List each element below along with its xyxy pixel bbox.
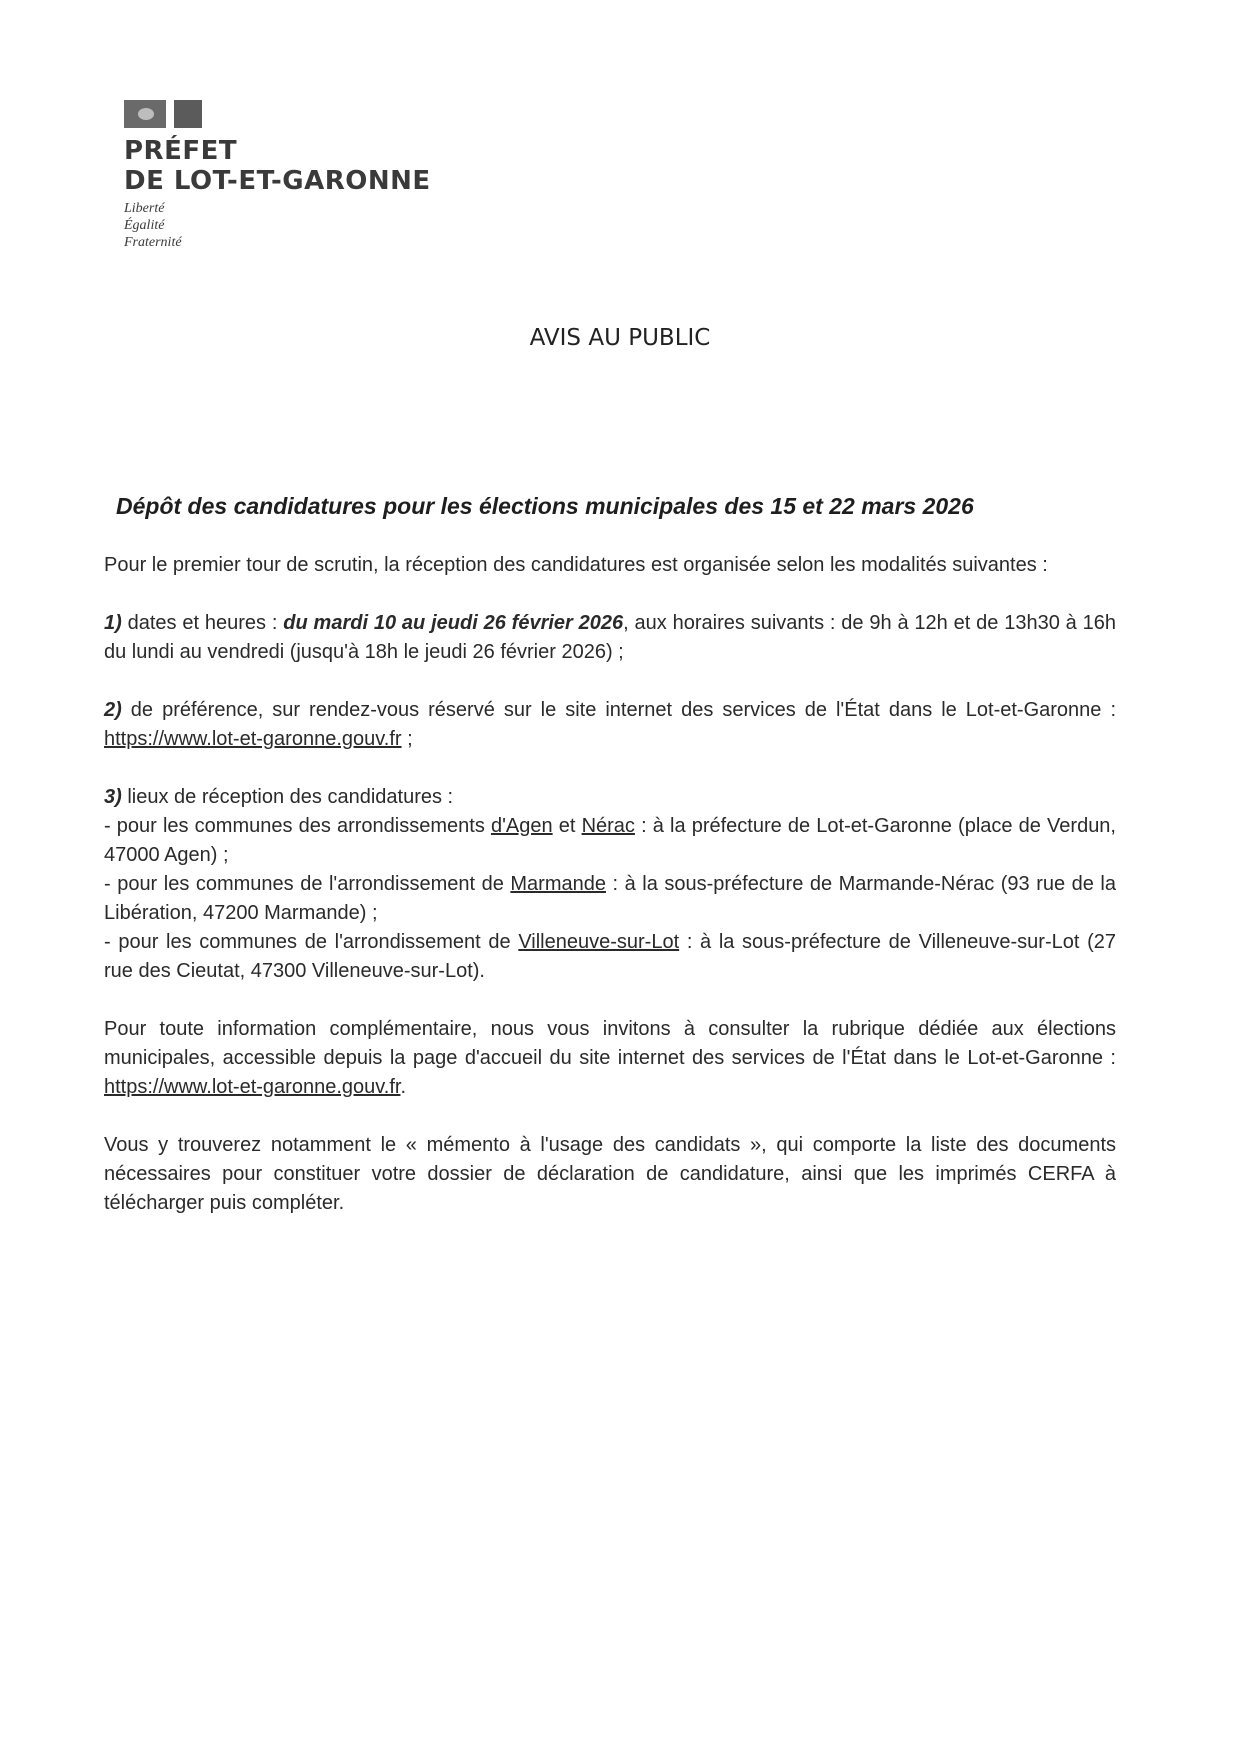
place-nerac: Nérac — [581, 815, 635, 837]
item-1-prefix: dates et heures : — [121, 612, 284, 634]
info-paragraph — [104, 1015, 1116, 1102]
item-3-number: 3) — [104, 786, 122, 808]
place-villeneuve: Villeneuve-sur-Lot — [518, 931, 680, 953]
marianne-logo-right — [174, 100, 202, 128]
location-agen-nerac — [104, 812, 1116, 870]
location-address: : à la sous-préfecture de Villeneuve-sur-Lot (27 rue des Cieutat, 47300 Villeneuve-sur-Lot). — [104, 931, 1116, 982]
item-1-number: 1) — [104, 612, 122, 634]
location-marmande — [104, 870, 1116, 928]
info-suffix: . — [400, 1076, 407, 1098]
motto-liberte: Liberté — [124, 201, 165, 216]
item-2-number: 2) — [104, 699, 122, 721]
location-prefix: - pour les communes des arrondissements — [104, 815, 491, 837]
item-1-hours: , aux horaires suivants : de 9h à 12h et de 13h30 à 16h du lundi au vendredi (jusqu'à 18h le jeudi 26 février 2026) ; — [104, 612, 1116, 663]
motto-egalite: Égalité — [124, 218, 165, 233]
location-prefix: - pour les communes de l'arrondissement de — [104, 873, 511, 895]
location-conjunction: et — [552, 815, 582, 837]
item-3-heading — [104, 783, 1116, 812]
marianne-logo-left — [124, 100, 166, 128]
notice-label: AVIS AU PUBLIC — [529, 325, 711, 351]
document-body — [104, 492, 1116, 1247]
motto-fraternite: Fraternité — [124, 235, 182, 250]
item-3-text: lieux de réception des candidatures : — [121, 786, 454, 808]
place-marmande: Marmande — [510, 873, 606, 895]
prefecture-website-link[interactable]: https://www.lot-et-garonne.gouv.fr — [104, 728, 402, 750]
info-text: Pour toute information complémentaire, nous vous invitons à consulter la rubrique dédiée aux élections municipales, accessible depuis la page d'accueil du site internet des services de l'État dans le Lot-et-Garonne : — [104, 1018, 1116, 1069]
item-2-suffix: ; — [401, 728, 413, 750]
prefecture-header — [124, 100, 431, 251]
item-2-paragraph — [104, 696, 1116, 754]
republic-motto — [124, 200, 431, 251]
prefecture-website-link-2[interactable]: https://www.lot-et-garonne.gouv.fr — [104, 1076, 401, 1098]
place-agen: d'Agen — [490, 815, 553, 837]
item-3-paragraph — [104, 783, 1116, 986]
location-prefix: - pour les communes de l'arrondissement de — [104, 931, 519, 953]
prefet-title — [124, 136, 431, 196]
memento-paragraph: Vous y trouverez notamment le « mémento à l'usage des candidats », qui comporte la liste des documents nécessaires pour constituer votre dossier de déclaration de candidature, ainsi que les imprimés CERFA à télécharger puis compléter. — [104, 1134, 1116, 1214]
item-1-dates: du mardi 10 au jeudi 26 février 2026 — [283, 612, 624, 634]
location-villeneuve — [104, 928, 1116, 986]
prefet-line-2: DE LOT-ET-GARONNE — [124, 166, 431, 196]
marianne-logo-icon — [124, 100, 206, 128]
location-address: : à la préfecture de Lot-et-Garonne (place de Verdun, 47000 Agen) ; — [104, 815, 1116, 866]
item-2-text: de préférence, sur rendez-vous réservé sur le site internet des services de l'État dans le Lot-et-Garonne : — [121, 699, 1116, 721]
prefet-line-1: PRÉFET — [124, 136, 238, 166]
intro-paragraph: Pour le premier tour de scrutin, la réception des candidatures est organisée selon les modalités suivantes : — [104, 554, 1048, 576]
document-title: Dépôt des candidatures pour les élections municipales des 15 et 22 mars 2026 — [116, 493, 974, 519]
item-1-paragraph — [104, 609, 1116, 667]
location-address: : à la sous-préfecture de Marmande-Nérac (93 rue de la Libération, 47200 Marmande) ; — [104, 873, 1116, 924]
